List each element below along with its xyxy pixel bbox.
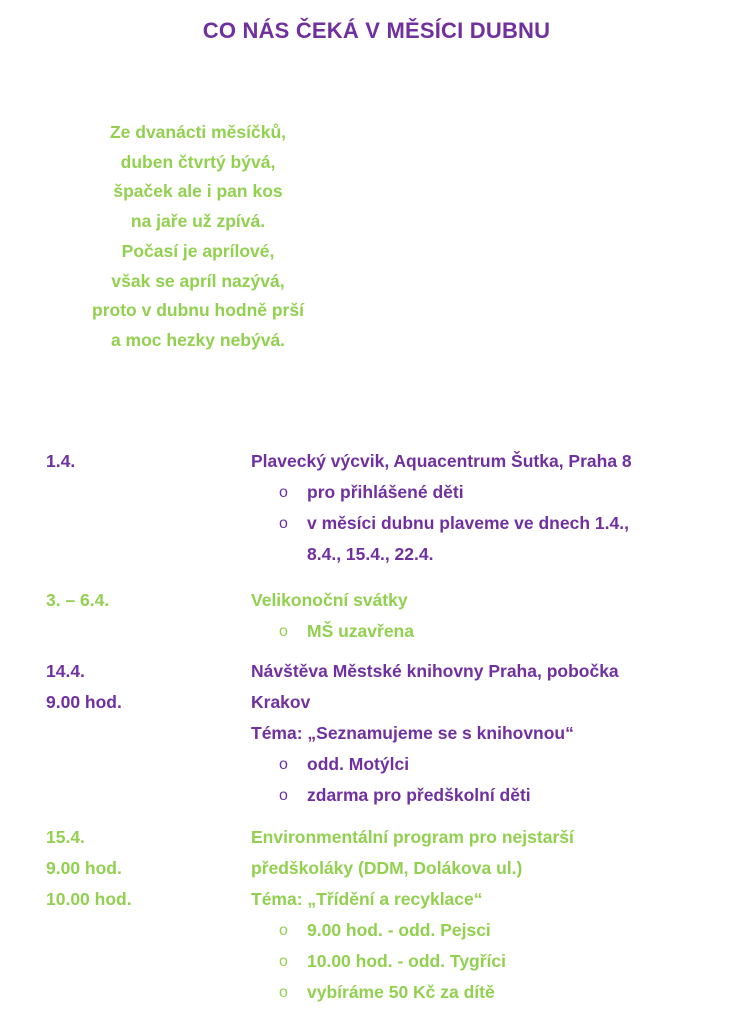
list-item-text: v měsíci dubnu plaveme ve dnech 1.4., (307, 513, 629, 533)
event-date-line: 9.00 hod. (46, 692, 122, 712)
list-item (251, 780, 741, 811)
poem-line: špaček ale i pan kos (113, 181, 283, 202)
hollow-circle-bullet-icon: o (279, 984, 288, 1001)
event-date-line: 10.00 hod. (46, 889, 132, 909)
hollow-circle-bullet-icon: o (279, 787, 288, 804)
list-item-text: 9.00 hod. - odd. Pejsci (307, 920, 491, 940)
page-title: CO NÁS ČEKÁ V MĚSÍCI DUBNU (202, 18, 551, 43)
poem (22, 118, 374, 356)
event-title: Environmentální program pro nejstarší (251, 827, 574, 847)
event-title: Velikonoční svátky (251, 590, 408, 610)
poem-line: Počasí je aprílové, (121, 240, 275, 261)
event-date-line: 14.4. (46, 661, 85, 681)
poem-line: na jaře už zpívá. (130, 211, 266, 232)
list-item (251, 915, 741, 946)
hollow-circle-bullet-icon: o (279, 484, 288, 501)
event-date-line: 3. – 6.4. (46, 590, 110, 610)
poem-line: duben čtvrtý bývá, (120, 151, 276, 172)
event-body (251, 822, 741, 1008)
poem-line: Ze dvanácti měsíčků, (109, 122, 287, 142)
list-item (251, 508, 741, 570)
hollow-circle-bullet-icon: o (279, 922, 288, 939)
list-item (251, 616, 741, 647)
event-date-line: 15.4. (46, 827, 85, 847)
event-topic: Téma: „Třídění a recyklace“ (251, 889, 483, 909)
event-date-line: 9.00 hod. (46, 858, 122, 878)
event-date (46, 656, 246, 718)
event-title: předškoláky (DDM, Dolákova ul.) (251, 858, 523, 878)
event-body (251, 585, 741, 647)
list-item-text: MŠ uzavřena (307, 621, 414, 641)
hollow-circle-bullet-icon: o (279, 623, 288, 640)
poem-line: však se apríl nazývá, (111, 270, 285, 291)
event-date (46, 822, 246, 915)
poem-line: proto v dubnu hodně prší (92, 300, 304, 321)
event-body (251, 446, 741, 570)
list-item-text: 10.00 hod. - odd. Tygříci (307, 951, 507, 971)
list-item-text: vybíráme 50 Kč za dítě (307, 982, 495, 1002)
event-title: Plavecký výcvik, Aquacentrum Šutka, Praha 8 (251, 451, 632, 471)
list-item-text: zdarma pro předškolní děti (307, 785, 531, 805)
list-item (251, 977, 741, 1008)
hollow-circle-bullet-icon: o (279, 515, 288, 532)
list-item-text: 8.4., 15.4., 22.4. (307, 544, 434, 564)
list-item-text: odd. Motýlci (307, 754, 410, 774)
event-title: Návštěva Městské knihovny Praha, pobočka (251, 661, 619, 681)
list-item-text: pro přihlášené děti (307, 482, 464, 502)
event-topic: Téma: „Seznamujeme se s knihovnou“ (251, 723, 574, 743)
hollow-circle-bullet-icon: o (279, 756, 288, 773)
list-item (251, 477, 741, 508)
event-date (46, 446, 246, 477)
poem-line: a moc hezky nebývá. (110, 329, 286, 350)
event-date-line: 1.4. (46, 451, 76, 471)
event-title: Krakov (251, 692, 311, 712)
hollow-circle-bullet-icon: o (279, 953, 288, 970)
list-item (251, 946, 741, 977)
list-item (251, 749, 741, 780)
event-date (46, 585, 246, 616)
event-body (251, 656, 741, 811)
